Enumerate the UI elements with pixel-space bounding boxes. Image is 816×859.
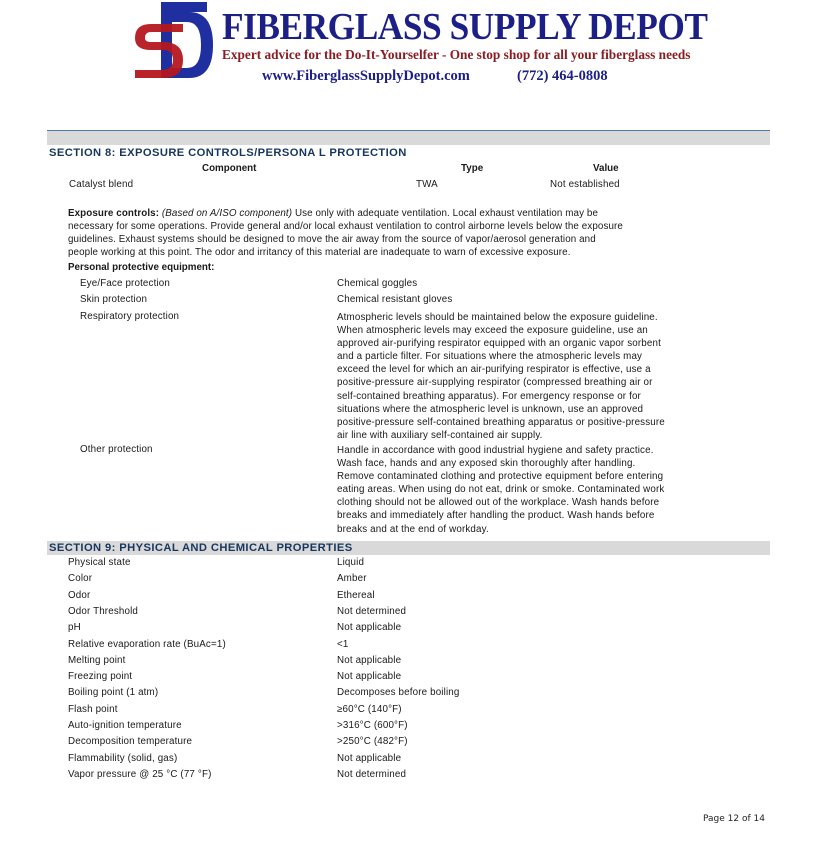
ppe-value-other: Handle in accordance with good industrial hygiene and safety practice. Wash face, hands and any exposed skin thoroughly after handling. Remove contaminated clothing and protective equipment before entering eating areas. When using do not eat, drink or smoke. Contaminated work clothing should not be allowed out of the workplace. Wash hands before breaks and immediately after handling the product. Wash hands before breaks and at the end of workday. <box>337 445 665 535</box>
property-row: Freezing point Not applicable <box>68 671 402 683</box>
property-row: Vapor pressure @ 25 °C (77 °F) Not determined <box>68 768 407 780</box>
sd-logo-icon <box>133 2 213 78</box>
ppe-value-respiratory: Atmospheric levels should be maintained below the exposure guideline. When atmospheric levels may exceed the exposure guideline, use an approved air-purifying respirator equipped with an organic vapor sorbent and a particle filter. For situations where the atmospheric levels may exceed the level for which an air-purifying respirator is effective, use a positive-pressure air-supplying respirator (compressed breathing air or self-contained breathing apparatus). For emergency response or for situations where the atmospheric level is unknown, use an approved positive-pressure self-contained breathing apparatus or positive-pressure air line with auxiliary self-contained air supply. <box>337 312 665 441</box>
ppe-label-eye: Eye/Face protection <box>80 278 170 289</box>
ppe-heading: Personal protective equipment: <box>68 262 215 273</box>
ppe-label-skin: Skin protection <box>80 294 148 305</box>
property-row: Decomposition temperature >250°C (482°F) <box>68 736 408 748</box>
brand-title: FIBERGLASS SUPPLY DEPOT <box>222 6 708 48</box>
page-number: Page 12 of 14 <box>703 814 765 824</box>
property-row: Auto-ignition temperature >316°C (600°F) <box>68 720 408 731</box>
website-link[interactable]: www.FiberglassSupplyDepot.com <box>262 68 470 84</box>
company-logo <box>133 2 213 78</box>
property-row: Boiling point (1 atm) Decomposes before boiling <box>68 687 460 699</box>
ppe-value-skin: Chemical resistant gloves <box>337 294 453 305</box>
table-header-value: Value <box>593 163 619 174</box>
section-9-title: SECTION 9: PHYSICAL AND CHEMICAL PROPERTIES <box>49 542 353 554</box>
property-row: Flammability (solid, gas) Not applicable <box>68 752 402 764</box>
section-band <box>47 131 770 145</box>
property-row: pH Not applicable <box>68 622 402 634</box>
property-row: Relative evaporation rate (BuAc=1) <1 <box>68 638 349 650</box>
ppe-value-eye: Chemical goggles <box>337 278 418 289</box>
section-8-title: SECTION 8: EXPOSURE CONTROLS/PERSONA L PROTECTION <box>49 147 407 159</box>
ppe-label-other: Other protection <box>80 444 153 455</box>
exposure-controls-note: (Based on A/ISO component) <box>161 208 293 219</box>
property-row: Odor Ethereal <box>68 589 375 601</box>
property-row: Color Amber <box>68 573 367 585</box>
exposure-controls-label: Exposure controls: <box>68 208 160 219</box>
exposure-controls-paragraph: Exposure controls: (Based on A/ISO component) Use only with adequate ventilation. Local exhaust ventilation may be necessary for some operations. Provide general and/or local exhaust ventilation to control airborne levels below the exposure guidelines. Exhaust systems should be designed to move the air away from the source of vapor/aerosol generation and people working at this point. The odor and irritancy of this material are inadequate to warn of excessive exposure. <box>68 208 623 259</box>
table-header-component: Component <box>202 163 257 174</box>
cell-type: TWA <box>416 179 438 190</box>
ppe-label-respiratory: Respiratory protection <box>80 311 180 322</box>
brand-tagline: Expert advice for the Do-It-Yourselfer - One stop shop for all your fiberglass needs <box>222 47 691 62</box>
property-row: Melting point Not applicable <box>68 654 402 666</box>
property-row: Physical state Liquid <box>68 557 365 568</box>
property-row: Odor Threshold Not determined <box>68 605 407 617</box>
cell-value: Not established <box>550 179 620 190</box>
phone-number: (772) 464-0808 <box>517 68 608 84</box>
cell-component: Catalyst blend <box>69 179 134 190</box>
property-row: Flash point ≥60°C (140°F) <box>68 703 402 715</box>
table-header-type: Type <box>461 163 484 174</box>
